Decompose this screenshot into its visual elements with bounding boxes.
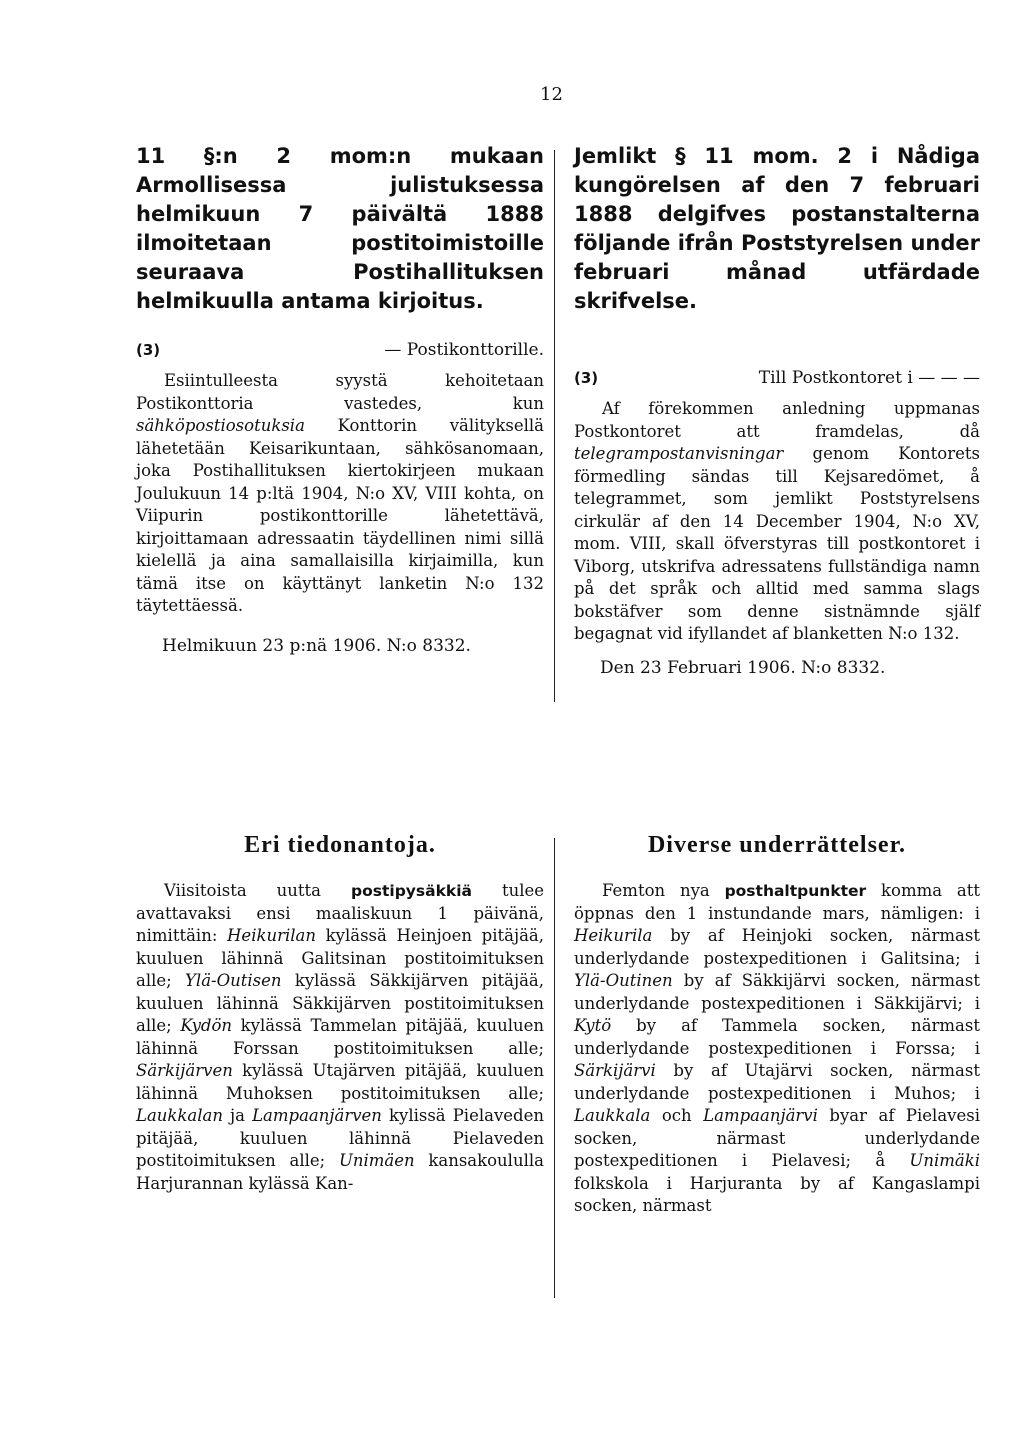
text-segment: Af förekommen anledning uppmanas Postkontoret att framdelas, då xyxy=(574,399,980,441)
place-name: Kydön xyxy=(180,1016,233,1035)
circular-sv-signature: Den 23 Februari 1906. N:o 8332. xyxy=(600,657,886,678)
text-segment: ja xyxy=(223,1106,253,1125)
text-segment: tulee avattavaksi ensi maaliskuun 1 päivänä, nimittäin: xyxy=(136,881,545,945)
place-name: Kytö xyxy=(574,1016,612,1035)
place-name: Unimäki xyxy=(909,1151,980,1170)
place-name: Unimäen xyxy=(338,1151,415,1170)
emphasis-term: posthaltpunkter xyxy=(724,882,867,900)
place-name: Lampaanjärven xyxy=(252,1106,382,1125)
place-name: Särkijärven xyxy=(136,1061,233,1080)
notice-fi-body xyxy=(136,880,544,1195)
section-heading-fi: Eri tiedonantoja. xyxy=(244,832,436,858)
section-heading-sv: Diverse underrättelser. xyxy=(647,832,907,858)
text-segment: genom Kontorets förmedling sändas till Kejsaredömet, å telegrammet, som jemlikt Poststyrelsens cirkulär af den 14 December 1904, N:o XV, mom. VIII, skall öfverstyras till postkontoret i Viborg, utskrifva adressatens fullständiga namn på det språk och alltid med samma slags bokstäfver som denne sistnämnde själf begagnat vid ifyllandet af blanketten N:o 132. xyxy=(574,444,980,643)
text-segment: kylässä Utajärven pitäjää, kuuluen lähinnä Muhoksen postitoimituksen alle; xyxy=(136,1061,544,1103)
circular-sv-code: (3) xyxy=(574,369,599,387)
text-segment: Femton nya xyxy=(602,881,725,900)
place-name: Ylä-Outisen xyxy=(185,971,282,990)
text-segment: kylässä Heinjoen pitäjää, kuuluen lähinnä Galitsinan postitoimituksen alle; xyxy=(136,926,544,990)
place-name: Heikurila xyxy=(574,926,653,945)
circular-fi-code: (3) xyxy=(136,341,161,359)
circular-fi-signature: Helmikuun 23 p:nä 1906. N:o 8332. xyxy=(162,635,471,656)
text-segment: och xyxy=(650,1106,704,1125)
circular-sv-header xyxy=(574,366,980,390)
text-segment: kylissä Pielaveden pitäjää, kuuluen lähinnä Pielaveden postitoimituksen alle; xyxy=(136,1106,544,1170)
circular-sv-body xyxy=(574,398,980,646)
place-name: Laukkala xyxy=(574,1106,651,1125)
text-segment: by af Utajärvi socken, närmast underlydande postexpeditionen i Muhos; i xyxy=(574,1061,980,1103)
text-segment: Viisitoista uutta xyxy=(164,881,351,900)
column-divider-lower xyxy=(554,838,555,1298)
notice-sv xyxy=(574,880,980,1218)
notice-fi xyxy=(136,880,544,1195)
place-name: Heikurilan xyxy=(227,926,317,945)
circular-sv-intro: Jemlikt § 11 mom. 2 i Nådiga kungörelsen af den 7 februari 1888 delgifves postanstalterna följande ifrån Poststyrelsen under februari månad utfärdade skrifvelse. xyxy=(574,144,980,313)
page-number: 12 xyxy=(540,84,563,105)
text-segment: kylässä Säkkijärven pitäjää, kuuluen lähinnä Säkkijärven postitoimituksen alle; xyxy=(136,971,544,1035)
emphasis-term: postipysäkkiä xyxy=(351,882,472,900)
text-segment: by af Heinjoki socken, närmast underlydande postexpeditionen i Galitsina; i xyxy=(574,926,980,968)
column-divider-upper xyxy=(554,150,555,702)
circular-sv-addressee: Till Postkontoret i — — — xyxy=(758,368,980,388)
text-segment: byar af Pielavesi socken, närmast underlydande postexpeditionen i Pielavesi; å xyxy=(574,1106,980,1170)
text-segment: folkskola i Harjuranta by af Kangaslampi socken, närmast xyxy=(574,1173,980,1215)
place-name: Särkijärvi xyxy=(574,1061,656,1080)
text-segment: by af Tammela socken, närmast underlydande postexpeditionen i Forssa; i xyxy=(574,1016,980,1058)
notice-sv-body xyxy=(574,880,980,1218)
text-segment: Konttorin välityksellä lähetetään Keisarikuntaan, sähkösanomaan, joka Postihallituksen kiertokirjeen mukaan Joulukuun 14 p:ltä 1904, N:o XV, VIII kohta, on Viipurin postikonttorille lähetettävä, kirjoittamaan adressaatin täydellinen nimi sillä kielellä ja aina samallaisilla kirjaimilla, kun tämä itse on käyttänyt lanketin N:o 132 täytettäessä. xyxy=(136,416,544,615)
place-name: telegrampostanvisningar xyxy=(574,444,784,463)
text-segment: Esiintulleesta syystä kehoitetaan Postikonttoria vastedes, kun xyxy=(136,371,544,413)
circular-fi xyxy=(136,142,544,658)
text-segment: by af Säkkijärvi socken, närmast underlydande postexpeditionen i Säkkijärvi; i xyxy=(574,971,980,1013)
circular-fi-header xyxy=(136,338,544,362)
circular-sv xyxy=(574,142,980,680)
circular-fi-addressee: — Postikonttorille. xyxy=(384,340,544,360)
text-segment: kansakoululla Harjurannan kylässä Kan- xyxy=(136,1151,544,1193)
place-name: Laukkalan xyxy=(136,1106,223,1125)
text-segment: kylässä Tammelan pitäjää, kuuluen lähinnä Forssan postitoimituksen alle; xyxy=(136,1016,544,1058)
place-name: sähköpostiosotuksia xyxy=(136,416,305,435)
text-segment: komma att öppnas den 1 instundande mars, nämligen: i xyxy=(574,881,980,923)
place-name: Ylä-Outinen xyxy=(574,971,673,990)
place-name: Lampaanjärvi xyxy=(703,1106,818,1125)
circular-fi-intro: 11 §:n 2 mom:n mukaan Armollisessa julistuksessa helmikuun 7 päivältä 1888 ilmoitetaan postitoimistoille seuraava Postihallituksen helmikuulla antama kirjoitus. xyxy=(136,144,544,313)
circular-fi-body xyxy=(136,370,544,618)
